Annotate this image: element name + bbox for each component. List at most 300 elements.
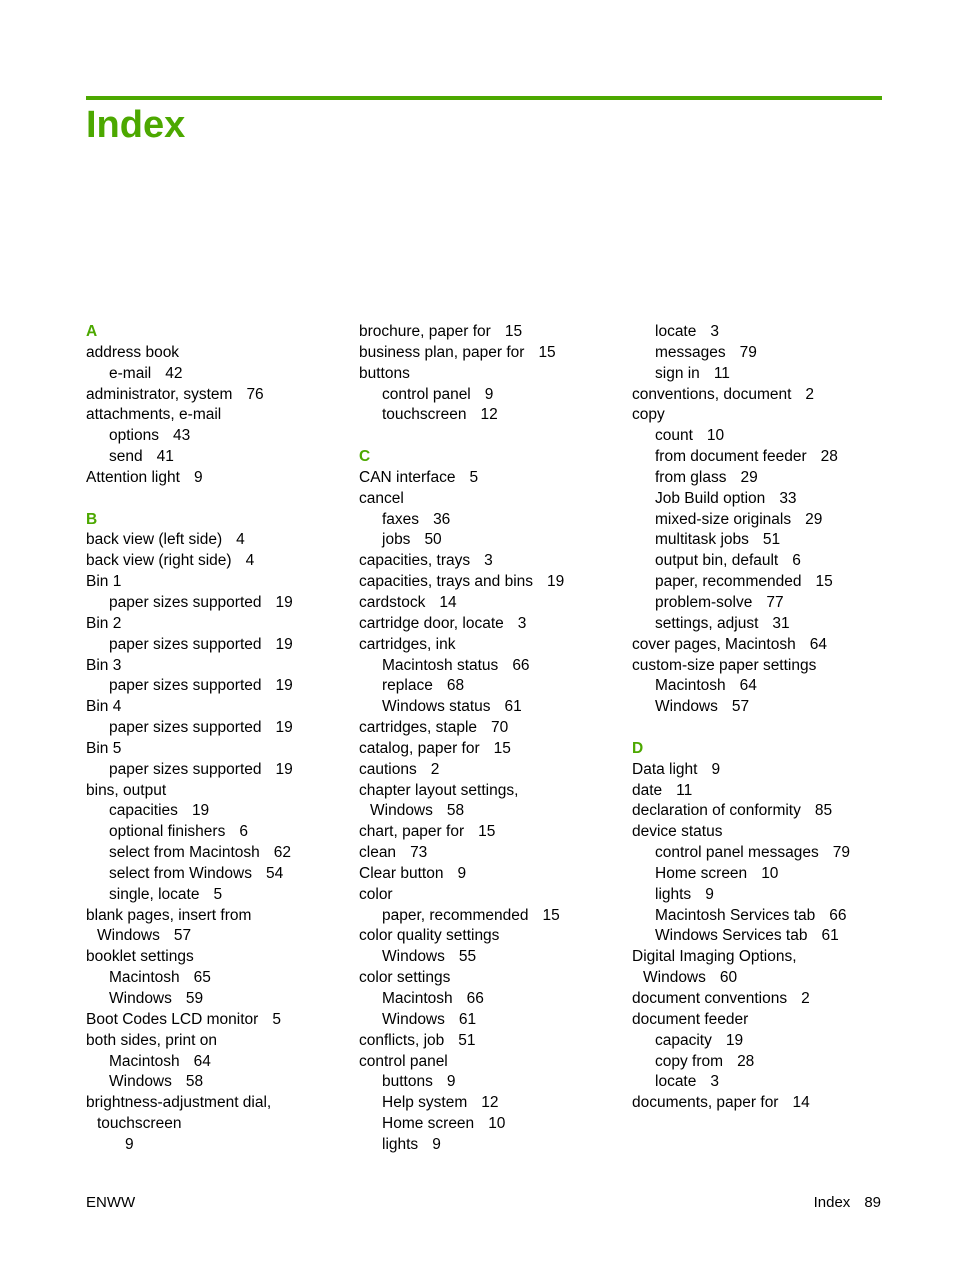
entry-term: back view (left side) bbox=[86, 531, 223, 549]
entry-page: 79 bbox=[739, 343, 757, 361]
index-entry bbox=[632, 801, 894, 822]
entry-term: capacities bbox=[109, 802, 178, 820]
entry-page: 85 bbox=[814, 802, 833, 820]
entry-page: 61 bbox=[458, 1010, 477, 1028]
entry-page: 14 bbox=[792, 1094, 810, 1112]
index-subentry bbox=[86, 364, 348, 385]
index-entry bbox=[359, 926, 621, 947]
entry-page: 61 bbox=[504, 698, 522, 716]
entry-page: 9 bbox=[705, 885, 714, 903]
entry-term: cardstock bbox=[359, 593, 426, 611]
index-subentry bbox=[632, 926, 894, 947]
index-entry bbox=[86, 530, 348, 551]
entry-term: blank pages, insert from bbox=[86, 906, 252, 924]
index-entry bbox=[86, 1093, 348, 1114]
entry-page: 15 bbox=[815, 573, 833, 591]
entry-term: capacity bbox=[655, 1031, 712, 1049]
index-entry bbox=[359, 760, 621, 781]
entry-page: 77 bbox=[766, 593, 784, 611]
entry-term: brochure, paper for bbox=[359, 323, 491, 340]
entry-term: brightness-adjustment dial, bbox=[86, 1094, 272, 1112]
entry-term: replace bbox=[382, 677, 433, 695]
footer-section: Index bbox=[813, 1194, 851, 1211]
entry-page: 19 bbox=[547, 573, 565, 591]
entry-term: options bbox=[109, 427, 159, 445]
index-subentry bbox=[86, 926, 348, 947]
entry-page: 61 bbox=[821, 927, 839, 945]
index-entry bbox=[86, 1010, 348, 1031]
entry-page: 55 bbox=[458, 948, 477, 966]
index-entry bbox=[632, 1093, 894, 1114]
index-subentry bbox=[632, 447, 894, 468]
index-subentry bbox=[632, 697, 894, 718]
entry-page: 64 bbox=[193, 1052, 211, 1070]
index-subentry bbox=[359, 510, 621, 531]
entry-term: both sides, print on bbox=[86, 1031, 217, 1049]
index-subentry bbox=[632, 426, 894, 447]
entry-page: 12 bbox=[480, 406, 498, 424]
index-subentry bbox=[632, 489, 894, 510]
entry-page: 2 bbox=[805, 385, 815, 403]
entry-page: 62 bbox=[273, 844, 291, 862]
entry-page: 4 bbox=[245, 552, 255, 570]
entry-term: business plan, paper for bbox=[359, 343, 525, 361]
entry-term: locate bbox=[655, 323, 697, 340]
entry-term: sign in bbox=[655, 364, 700, 382]
footer-page-info bbox=[814, 1193, 881, 1213]
index-entry bbox=[632, 656, 894, 677]
index-entry bbox=[632, 822, 894, 843]
index-subentry bbox=[632, 614, 894, 635]
entry-page: 19 bbox=[275, 719, 293, 737]
entry-page: 15 bbox=[478, 823, 496, 841]
entry-term: Macintosh bbox=[109, 969, 180, 987]
entry-term: Macintosh status bbox=[382, 656, 499, 674]
index-entry bbox=[632, 947, 894, 968]
index-subentry bbox=[86, 989, 348, 1010]
entry-page: 64 bbox=[739, 677, 757, 695]
index-subentry bbox=[359, 385, 621, 406]
entry-term: Windows bbox=[655, 698, 718, 716]
entry-page: 29 bbox=[805, 510, 823, 528]
entry-page: 19 bbox=[275, 593, 293, 611]
section-spacer bbox=[86, 489, 348, 510]
index-entry bbox=[359, 322, 621, 343]
entry-page: 58 bbox=[185, 1073, 204, 1091]
entry-page: 6 bbox=[792, 552, 801, 570]
entry-term: Windows bbox=[382, 1010, 445, 1028]
entry-term: Bin 2 bbox=[86, 614, 122, 632]
index-subentry bbox=[632, 906, 894, 927]
entry-page: 76 bbox=[246, 385, 264, 403]
entry-term: Boot Codes LCD monitor bbox=[86, 1010, 259, 1028]
entry-term: bins, output bbox=[86, 781, 167, 799]
index-entry bbox=[86, 906, 348, 927]
index-entry bbox=[86, 697, 348, 718]
entry-term: optional finishers bbox=[109, 823, 226, 841]
entry-term: from document feeder bbox=[655, 448, 807, 466]
entry-term: control panel messages bbox=[655, 844, 819, 862]
entry-term: document conventions bbox=[632, 990, 788, 1007]
entry-term: chart, paper for bbox=[359, 823, 465, 841]
entry-term: lights bbox=[655, 885, 692, 903]
index-entry bbox=[86, 739, 348, 760]
entry-term: Windows bbox=[109, 1073, 172, 1091]
index-entry bbox=[86, 656, 348, 677]
entry-term: Job Build option bbox=[655, 489, 766, 507]
index-entry bbox=[86, 781, 348, 802]
header-rule bbox=[86, 96, 882, 100]
entry-term: CAN interface bbox=[359, 468, 456, 486]
footer-left-label: ENWW bbox=[86, 1194, 136, 1211]
entry-page: 15 bbox=[538, 343, 556, 361]
entry-page: 33 bbox=[779, 489, 797, 507]
entry-page: 43 bbox=[172, 427, 191, 445]
entry-term: Windows bbox=[97, 927, 160, 945]
entry-term: capacities, trays and bins bbox=[359, 573, 534, 591]
entry-page: 4 bbox=[236, 531, 245, 549]
entry-page: 28 bbox=[820, 448, 838, 466]
index-subentry bbox=[86, 635, 348, 656]
index-subentry bbox=[86, 1052, 348, 1073]
entry-term: cautions bbox=[359, 760, 417, 778]
index-subentry bbox=[632, 343, 894, 364]
index-subentry bbox=[632, 843, 894, 864]
entry-page: 51 bbox=[762, 531, 781, 549]
entry-page: 3 bbox=[710, 323, 719, 340]
index-subentry bbox=[359, 1114, 621, 1135]
entry-term: date bbox=[632, 781, 663, 799]
entry-term: Windows bbox=[370, 802, 433, 820]
index-entry bbox=[632, 760, 894, 781]
entry-term: chapter layout settings, bbox=[359, 781, 519, 799]
entry-term: cancel bbox=[359, 489, 404, 507]
entry-term: device status bbox=[632, 823, 723, 841]
index-entry bbox=[632, 405, 894, 426]
entry-term: copy from bbox=[655, 1052, 724, 1070]
index-entry bbox=[86, 1031, 348, 1052]
entry-term: output bin, default bbox=[655, 552, 779, 570]
entry-page: 31 bbox=[772, 614, 790, 632]
entry-term: single, locate bbox=[109, 885, 200, 903]
index-subentry bbox=[86, 1135, 348, 1156]
entry-term: color quality settings bbox=[359, 927, 500, 945]
entry-term: touchscreen bbox=[97, 1115, 182, 1133]
entry-term: send bbox=[109, 448, 143, 466]
entry-term: Clear button bbox=[359, 864, 444, 882]
section-letter: B bbox=[86, 510, 98, 528]
entry-term: cartridges, ink bbox=[359, 635, 456, 653]
index-entry bbox=[359, 593, 621, 614]
index-subentry bbox=[86, 760, 348, 781]
entry-page: 10 bbox=[706, 427, 725, 445]
entry-term: select from Macintosh bbox=[109, 844, 260, 862]
entry-page: 9 bbox=[432, 1135, 441, 1153]
index-subentry bbox=[86, 843, 348, 864]
index-subentry bbox=[359, 1093, 621, 1114]
entry-page: 6 bbox=[239, 823, 248, 841]
entry-term: select from Windows bbox=[109, 864, 252, 882]
entry-page: 60 bbox=[719, 969, 738, 987]
entry-page: 19 bbox=[191, 802, 210, 820]
entry-term: back view (right side) bbox=[86, 552, 232, 570]
entry-term: copy bbox=[632, 406, 665, 424]
index-subentry bbox=[632, 364, 894, 385]
entry-page: 11 bbox=[676, 781, 693, 799]
section-letter: D bbox=[632, 739, 644, 757]
entry-page: 54 bbox=[265, 864, 284, 882]
entry-term: color bbox=[359, 885, 393, 903]
entry-page: 42 bbox=[165, 364, 183, 382]
entry-term: declaration of conformity bbox=[632, 802, 801, 820]
entry-term: Bin 1 bbox=[86, 573, 122, 591]
entry-term: Windows bbox=[109, 990, 172, 1007]
entry-term: documents, paper for bbox=[632, 1094, 779, 1112]
entry-term: document feeder bbox=[632, 1010, 749, 1028]
index-subentry bbox=[632, 530, 894, 551]
entry-term: problem-solve bbox=[655, 593, 753, 611]
entry-term: Data light bbox=[632, 760, 698, 778]
entry-page: 10 bbox=[488, 1115, 506, 1133]
index-subentry bbox=[632, 322, 894, 343]
entry-term: paper sizes supported bbox=[109, 593, 262, 611]
entry-term: messages bbox=[655, 343, 726, 361]
entry-term: address book bbox=[86, 343, 180, 361]
index-subentry bbox=[359, 656, 621, 677]
index-subentry bbox=[632, 864, 894, 885]
entry-page: 65 bbox=[193, 969, 211, 987]
entry-term: paper sizes supported bbox=[109, 677, 262, 695]
index-subentry bbox=[86, 676, 348, 697]
entry-term: Macintosh bbox=[382, 990, 453, 1007]
entry-term: control panel bbox=[382, 385, 471, 403]
page-title: Index bbox=[86, 104, 186, 146]
entry-page: 29 bbox=[740, 468, 758, 486]
entry-term: faxes bbox=[382, 510, 420, 528]
index-subentry bbox=[632, 510, 894, 531]
index-column-1 bbox=[86, 322, 348, 1156]
entry-term: cover pages, Macintosh bbox=[632, 635, 796, 653]
entry-page: 9 bbox=[457, 864, 467, 882]
index-entry bbox=[632, 635, 894, 656]
entry-term: Digital Imaging Options, bbox=[632, 948, 797, 966]
entry-page: 57 bbox=[173, 927, 192, 945]
entry-page: 15 bbox=[504, 323, 523, 340]
entry-page: 9 bbox=[484, 385, 494, 403]
entry-term: attachments, e-mail bbox=[86, 406, 222, 424]
index-subentry bbox=[359, 801, 621, 822]
entry-term: locate bbox=[655, 1073, 697, 1091]
index-entry bbox=[86, 468, 348, 489]
index-subentry bbox=[86, 801, 348, 822]
index-entry bbox=[86, 614, 348, 635]
index-entry bbox=[632, 989, 894, 1010]
index-column-3 bbox=[632, 322, 894, 1114]
entry-page: 5 bbox=[272, 1010, 281, 1028]
index-entry bbox=[359, 781, 621, 802]
index-entry bbox=[632, 1010, 894, 1031]
entry-term: Bin 4 bbox=[86, 698, 122, 716]
entry-page: 2 bbox=[430, 760, 440, 778]
index-subentry bbox=[86, 1114, 348, 1135]
index-entry bbox=[632, 385, 894, 406]
index-subentry bbox=[359, 1135, 621, 1156]
index-entry bbox=[86, 947, 348, 968]
entry-term: Macintosh bbox=[109, 1052, 180, 1070]
entry-term: Macintosh Services tab bbox=[655, 906, 816, 924]
index-entry bbox=[86, 551, 348, 572]
entry-page: 3 bbox=[710, 1073, 719, 1091]
entry-page: 73 bbox=[410, 844, 428, 862]
index-entry bbox=[359, 843, 621, 864]
entry-term: color settings bbox=[359, 969, 451, 987]
index-entry bbox=[359, 739, 621, 760]
entry-page: 19 bbox=[275, 635, 293, 653]
index-entry bbox=[86, 385, 348, 406]
index-subentry bbox=[359, 906, 621, 927]
index-subentry bbox=[632, 551, 894, 572]
entry-page: 9 bbox=[446, 1073, 456, 1091]
entry-page: 3 bbox=[517, 614, 527, 632]
entry-page: 58 bbox=[446, 802, 465, 820]
index-subentry bbox=[86, 426, 348, 447]
entry-page: 14 bbox=[439, 593, 457, 611]
entry-page: 9 bbox=[193, 468, 203, 486]
entry-term: paper sizes supported bbox=[109, 635, 262, 653]
index-entry bbox=[359, 489, 621, 510]
index-subentry bbox=[632, 968, 894, 989]
index-entry bbox=[359, 614, 621, 635]
entry-term: conflicts, job bbox=[359, 1031, 445, 1049]
index-subentry bbox=[632, 676, 894, 697]
index-subentry bbox=[632, 1072, 894, 1093]
entry-page: 5 bbox=[469, 468, 479, 486]
index-subentry bbox=[359, 947, 621, 968]
entry-term: cartridges, staple bbox=[359, 719, 478, 737]
index-entry bbox=[359, 968, 621, 989]
entry-page: 15 bbox=[542, 906, 560, 924]
entry-term: capacities, trays bbox=[359, 552, 471, 570]
index-subentry bbox=[359, 530, 621, 551]
entry-page: 57 bbox=[731, 698, 750, 716]
entry-page: 28 bbox=[737, 1052, 755, 1070]
index-subentry bbox=[359, 405, 621, 426]
index-subentry bbox=[632, 572, 894, 593]
entry-page: 66 bbox=[829, 906, 847, 924]
section-letter: C bbox=[359, 448, 371, 466]
index-column-2 bbox=[359, 322, 621, 1156]
index-entry bbox=[359, 822, 621, 843]
entry-term: Attention light bbox=[86, 468, 180, 486]
index-entry bbox=[86, 572, 348, 593]
entry-page: 9 bbox=[125, 1135, 134, 1153]
entry-page: 36 bbox=[433, 510, 451, 528]
entry-term: control panel bbox=[359, 1052, 448, 1070]
index-subentry bbox=[359, 1072, 621, 1093]
index-subentry bbox=[632, 885, 894, 906]
footer-page-number: 89 bbox=[864, 1194, 881, 1211]
entry-page: 51 bbox=[458, 1031, 476, 1049]
index-subentry bbox=[632, 468, 894, 489]
entry-page: 12 bbox=[481, 1094, 499, 1112]
entry-term: Home screen bbox=[382, 1115, 475, 1133]
entry-term: Macintosh bbox=[655, 677, 726, 695]
entry-term: paper sizes supported bbox=[109, 719, 262, 737]
index-entry bbox=[359, 885, 621, 906]
index-entry bbox=[359, 468, 621, 489]
index-entry bbox=[359, 718, 621, 739]
entry-page: 66 bbox=[512, 656, 530, 674]
index-subentry bbox=[359, 697, 621, 718]
entry-term: cartridge door, locate bbox=[359, 614, 504, 632]
entry-page: 19 bbox=[725, 1031, 744, 1049]
index-entry bbox=[359, 1031, 621, 1052]
entry-term: paper, recommended bbox=[655, 573, 802, 591]
entry-term: Windows status bbox=[382, 698, 491, 716]
index-subentry bbox=[86, 864, 348, 885]
index-entry bbox=[359, 1052, 621, 1073]
entry-page: 50 bbox=[424, 531, 442, 549]
entry-term: Bin 3 bbox=[86, 656, 122, 674]
entry-term: count bbox=[655, 427, 693, 445]
index-subentry bbox=[86, 447, 348, 468]
index-entry bbox=[632, 781, 894, 802]
entry-page: 79 bbox=[832, 844, 850, 862]
index-entry bbox=[86, 405, 348, 426]
index-entry bbox=[359, 364, 621, 385]
index-subentry bbox=[86, 718, 348, 739]
entry-term: custom-size paper settings bbox=[632, 656, 817, 674]
entry-page: 41 bbox=[156, 448, 174, 466]
entry-page: 15 bbox=[493, 739, 511, 757]
entry-term: Bin 5 bbox=[86, 739, 122, 757]
index-subentry bbox=[86, 1072, 348, 1093]
entry-term: jobs bbox=[382, 531, 411, 549]
index-entry bbox=[359, 343, 621, 364]
entry-page: 19 bbox=[275, 760, 293, 778]
entry-term: buttons bbox=[382, 1073, 433, 1091]
index-subentry bbox=[359, 989, 621, 1010]
entry-term: paper sizes supported bbox=[109, 760, 262, 778]
entry-page: 9 bbox=[711, 760, 721, 778]
entry-page: 66 bbox=[466, 990, 484, 1007]
entry-term: touchscreen bbox=[382, 406, 467, 424]
index-subentry bbox=[86, 593, 348, 614]
entry-term: Home screen bbox=[655, 864, 748, 882]
index-entry bbox=[359, 572, 621, 593]
entry-page: 70 bbox=[491, 719, 509, 737]
entry-page: 68 bbox=[446, 677, 465, 695]
entry-term: from glass bbox=[655, 468, 727, 486]
section-spacer bbox=[359, 426, 621, 447]
entry-term: conventions, document bbox=[632, 385, 792, 403]
entry-term: Help system bbox=[382, 1094, 468, 1112]
index-subentry bbox=[632, 593, 894, 614]
index-subentry bbox=[632, 1031, 894, 1052]
index-subentry bbox=[632, 1052, 894, 1073]
entry-term: Windows bbox=[382, 948, 445, 966]
entry-term: Windows bbox=[643, 969, 706, 987]
index-entry bbox=[359, 864, 621, 885]
entry-term: clean bbox=[359, 844, 397, 862]
index-entry bbox=[359, 551, 621, 572]
index-subentry bbox=[86, 822, 348, 843]
entry-term: paper, recommended bbox=[382, 906, 529, 924]
entry-page: 64 bbox=[809, 635, 827, 653]
entry-term: settings, adjust bbox=[655, 614, 759, 632]
entry-page: 5 bbox=[213, 885, 223, 903]
entry-page: 11 bbox=[713, 364, 730, 382]
